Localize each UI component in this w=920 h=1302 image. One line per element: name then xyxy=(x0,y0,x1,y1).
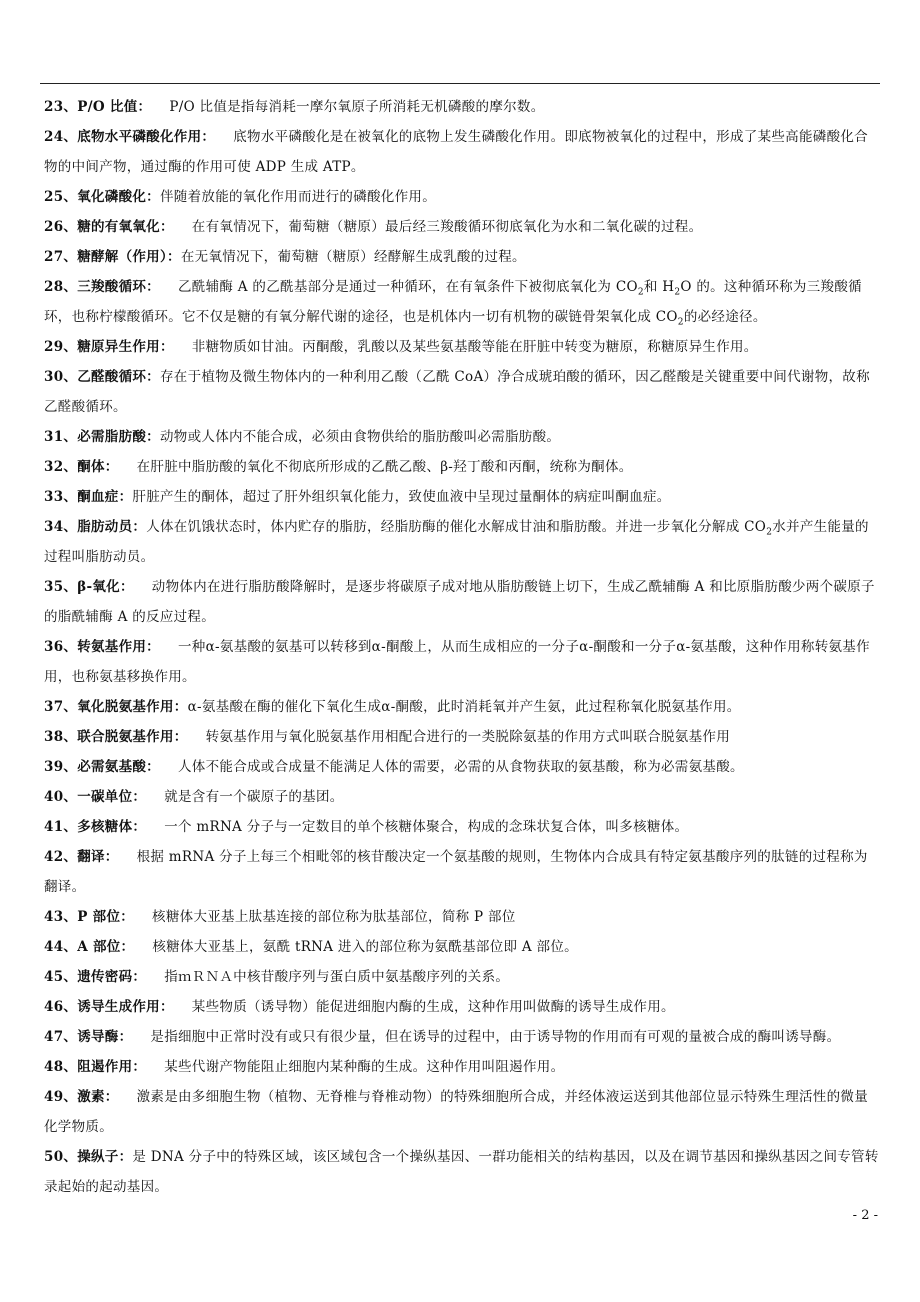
entry-term: 酮血症： xyxy=(77,489,133,505)
entry-term: 氧化脱氨基作用： xyxy=(77,699,188,715)
entry-number: 50、 xyxy=(44,1149,78,1165)
entry-definition: 一种α-氨基酸的氨基可以转移到α-酮酸上，从而生成相应的一分子α-酮酸和一分子α-氨基酸，这种作用称转氨基作用，也称氨基移换作用。 xyxy=(44,639,870,685)
entry-45 xyxy=(44,962,880,992)
entry-definition: 核糖体大亚基上，氨酰 tRNA 进入的部位称为氨酰基部位即 A 部位。 xyxy=(152,939,578,955)
entry-definition: 在无氧情况下，葡萄糖（糖原）经酵解生成乳酸的过程。 xyxy=(180,249,526,265)
entry-term: 激素： xyxy=(77,1089,119,1105)
entry-number: 33、 xyxy=(44,489,78,505)
entry-number: 39、 xyxy=(44,759,78,775)
entry-definition: O 的。这种循环称为三羧酸循环，也称柠檬酸循环。它不仅是糖的有氧分解代谢的途径，也是机体内一切有机物的碳链骨架氧化成 CO xyxy=(44,279,862,325)
entry-definition: 在有氧情况下，葡萄糖（糖原）最后经三羧酸循环彻底氧化为水和二氧化碳的过程。 xyxy=(191,219,703,235)
entry-number: 36、 xyxy=(44,639,78,655)
entry-number: 47、 xyxy=(44,1029,78,1045)
entry-term: 诱导生成作用： xyxy=(77,999,174,1015)
entry-term: 酮体： xyxy=(77,459,119,475)
entry-definition: 肝脏产生的酮体，超过了肝外组织氧化能力，致使血液中呈现过量酮体的病症叫酮血症。 xyxy=(132,489,671,505)
entry-49 xyxy=(44,1082,880,1142)
entry-term: 氧化磷酸化： xyxy=(77,189,160,205)
entry-term: 翻译： xyxy=(77,849,119,865)
entry-definition: 转氨基作用与氧化脱氨基作用相配合进行的一类脱除氨基的作用方式叫联合脱氨基作用 xyxy=(205,729,730,745)
entry-definition: 伴随着放能的氧化作用而进行的磷酸化作用。 xyxy=(160,189,436,205)
entry-number: 31、 xyxy=(44,429,78,445)
header-rule xyxy=(40,83,880,84)
entry-number: 25、 xyxy=(44,189,78,205)
entry-definition: 非糖物质如甘油。丙酮酸，乳酸以及某些氨基酸等能在肝脏中转变为糖原，称糖原异生作用。 xyxy=(191,339,758,355)
entry-definition: 和 H xyxy=(643,279,675,295)
entry-term: P/O 比值： xyxy=(77,99,152,115)
subscript: 2 xyxy=(677,317,684,328)
entry-definition: α-氨基酸在酶的催化下氧化生成α-酮酸，此时消耗氧并产生氨，此过程称氧化脱氨基作用。 xyxy=(187,699,741,715)
entry-term: β-氧化： xyxy=(77,579,134,595)
entry-number: 27、 xyxy=(44,249,78,265)
entry-definition: 动物体内在进行脂肪酸降解时，是逐步将碳原子成对地从脂肪酸链上切下，生成乙酰辅酶 A 和比原脂肪酸少两个碳原子的脂酰辅酶 A 的反应过程。 xyxy=(44,579,875,625)
entry-number: 24、 xyxy=(44,129,78,145)
glossary-list xyxy=(44,92,880,1202)
entry-definition: 乙酰辅酶 A 的乙酰基部分是通过一种循环，在有氧条件下被彻底氧化为 CO xyxy=(178,279,638,295)
entry-43 xyxy=(44,902,880,932)
entry-number: 37、 xyxy=(44,699,78,715)
entry-definition: 水并产生能量的过程叫脂肪动员。 xyxy=(44,519,869,565)
entry-definition: 激素是由多细胞生物（植物、无脊椎与脊椎动物）的特殊细胞所合成，并经体液运送到其他部位显示特殊生理活性的微量化学物质。 xyxy=(44,1089,868,1135)
entry-number: 29、 xyxy=(44,339,78,355)
entry-number: 28、 xyxy=(44,279,78,295)
entry-definition: 指ｍＲＮＡ中核苷酸序列与蛋白质中氨基酸序列的关系。 xyxy=(164,969,510,985)
entry-27 xyxy=(44,242,880,272)
entry-definition: P/O 比值是指每消耗一摩尔氧原子所消耗无机磷酸的摩尔数。 xyxy=(169,99,545,115)
entry-number: 23、 xyxy=(44,99,78,115)
entry-term: 转氨基作用： xyxy=(77,639,160,655)
entry-term: A 部位： xyxy=(77,939,135,955)
entry-number: 49、 xyxy=(44,1089,78,1105)
entry-term: 糖酵解（作用）： xyxy=(77,249,181,265)
entry-34 xyxy=(44,512,880,572)
subscript: 2 xyxy=(766,527,773,538)
entry-definition: 人体不能合成或合成量不能满足人体的需要，必需的从食物获取的氨基酸，称为必需氨基酸。 xyxy=(178,759,744,775)
entry-28 xyxy=(44,272,880,332)
entry-term: 乙醛酸循环： xyxy=(77,369,160,385)
entry-term: 糖原异生作用： xyxy=(77,339,174,355)
entry-definition: 的必经途径。 xyxy=(683,309,767,325)
entry-number: 45、 xyxy=(44,969,78,985)
entry-24 xyxy=(44,122,880,182)
entry-37 xyxy=(44,692,880,722)
entry-32 xyxy=(44,452,880,482)
entry-46 xyxy=(44,992,880,1022)
subscript: 2 xyxy=(637,287,644,298)
entry-number: 44、 xyxy=(44,939,78,955)
entry-number: 41、 xyxy=(44,819,78,835)
entry-25 xyxy=(44,182,880,212)
entry-definition: 在肝脏中脂肪酸的氧化不彻底所形成的乙酰乙酸、β-羟丁酸和丙酮，统称为酮体。 xyxy=(136,459,633,475)
entry-definition: 就是含有一个碳原子的基团。 xyxy=(164,789,344,805)
entry-number: 43、 xyxy=(44,909,78,925)
entry-term: 操纵子： xyxy=(77,1149,133,1165)
subscript: 2 xyxy=(674,287,681,298)
entry-definition: 根据 mRNA 分子上每三个相毗邻的核苷酸决定一个氨基酸的规则，生物体内合成具有特定氨基酸序列的肽链的过程称为翻译。 xyxy=(44,849,868,895)
entry-term: 三羧酸循环： xyxy=(77,279,160,295)
entry-definition: 某些代谢产物能阻止细胞内某种酶的生成。这种作用叫阻遏作用。 xyxy=(164,1059,565,1075)
entry-term: 必需氨基酸： xyxy=(77,759,160,775)
entry-44 xyxy=(44,932,880,962)
entry-48 xyxy=(44,1052,880,1082)
entry-26 xyxy=(44,212,880,242)
entry-31 xyxy=(44,422,880,452)
entry-definition: 动物或人体内不能合成，必须由食物供给的脂肪酸叫必需脂肪酸。 xyxy=(160,429,561,445)
entry-definition: 是指细胞中正常时没有或只有很少量，但在诱导的过程中，由于诱导物的作用而有可观的量被合成的酶叫诱导酶。 xyxy=(150,1029,841,1045)
entry-term: 联合脱氨基作用： xyxy=(77,729,188,745)
entry-definition: 是 DNA 分子中的特殊区域，该区域包含一个操纵基因、一群功能相关的结构基因，以及在调节基因和操纵基因之间专管转录起始的起动基因。 xyxy=(44,1149,879,1195)
entry-23 xyxy=(44,92,880,122)
entry-29 xyxy=(44,332,880,362)
entry-number: 42、 xyxy=(44,849,78,865)
entry-definition: 核糖体大亚基上肽基连接的部位称为肽基部位，简称 P 部位 xyxy=(152,909,516,925)
entry-47 xyxy=(44,1022,880,1052)
entry-term: 底物水平磷酸化作用： xyxy=(77,129,216,145)
entry-term: 一碳单位： xyxy=(77,789,147,805)
entry-number: 34、 xyxy=(44,519,78,535)
entry-number: 26、 xyxy=(44,219,78,235)
entry-term: 遗传密码： xyxy=(77,969,147,985)
entry-definition: 人体在饥饿状态时，体内贮存的脂肪，经脂肪酶的催化水解成甘油和脂肪酸。并进一步氧化分解成 CO xyxy=(146,519,767,535)
entry-number: 30、 xyxy=(44,369,78,385)
entry-36 xyxy=(44,632,880,692)
entry-term: P 部位： xyxy=(77,909,135,925)
entry-term: 阻遏作用： xyxy=(77,1059,147,1075)
entry-number: 40、 xyxy=(44,789,78,805)
entry-41 xyxy=(44,812,880,842)
entry-definition: 存在于植物及微生物体内的一种利用乙酸（乙酰 CoA）净合成琥珀酸的循环，因乙醛酸是关键重要中间代谢物，故称乙醛酸循环。 xyxy=(44,369,870,415)
entry-50 xyxy=(44,1142,880,1202)
entry-40 xyxy=(44,782,880,812)
entry-35 xyxy=(44,572,880,632)
entry-number: 32、 xyxy=(44,459,78,475)
entry-term: 脂肪动员： xyxy=(77,519,147,535)
entry-number: 35、 xyxy=(44,579,78,595)
entry-33 xyxy=(44,482,880,512)
entry-30 xyxy=(44,362,880,422)
entry-definition: 某些物质（诱导物）能促进细胞内酶的生成，这种作用叫做酶的诱导生成作用。 xyxy=(191,999,675,1015)
entry-definition: 一个 mRNA 分子与一定数目的单个核糖体聚合，构成的念珠状复合体，叫多核糖体。 xyxy=(164,819,689,835)
entry-number: 48、 xyxy=(44,1059,78,1075)
entry-number: 46、 xyxy=(44,999,78,1015)
entry-42 xyxy=(44,842,880,902)
entry-number: 38、 xyxy=(44,729,78,745)
entry-term: 多核糖体： xyxy=(77,819,147,835)
page-number: - 2 - xyxy=(852,1208,878,1223)
entry-term: 诱导酶： xyxy=(77,1029,133,1045)
entry-38 xyxy=(44,722,880,752)
entry-term: 必需脂肪酸： xyxy=(77,429,160,445)
entry-term: 糖的有氧氧化： xyxy=(77,219,174,235)
entry-definition: 底物水平磷酸化是在被氧化的底物上发生磷酸化作用。即底物被氧化的过程中，形成了某些高能磷酸化合物的中间产物，通过酶的作用可使 ADP 生成 ATP。 xyxy=(44,129,868,175)
entry-39 xyxy=(44,752,880,782)
